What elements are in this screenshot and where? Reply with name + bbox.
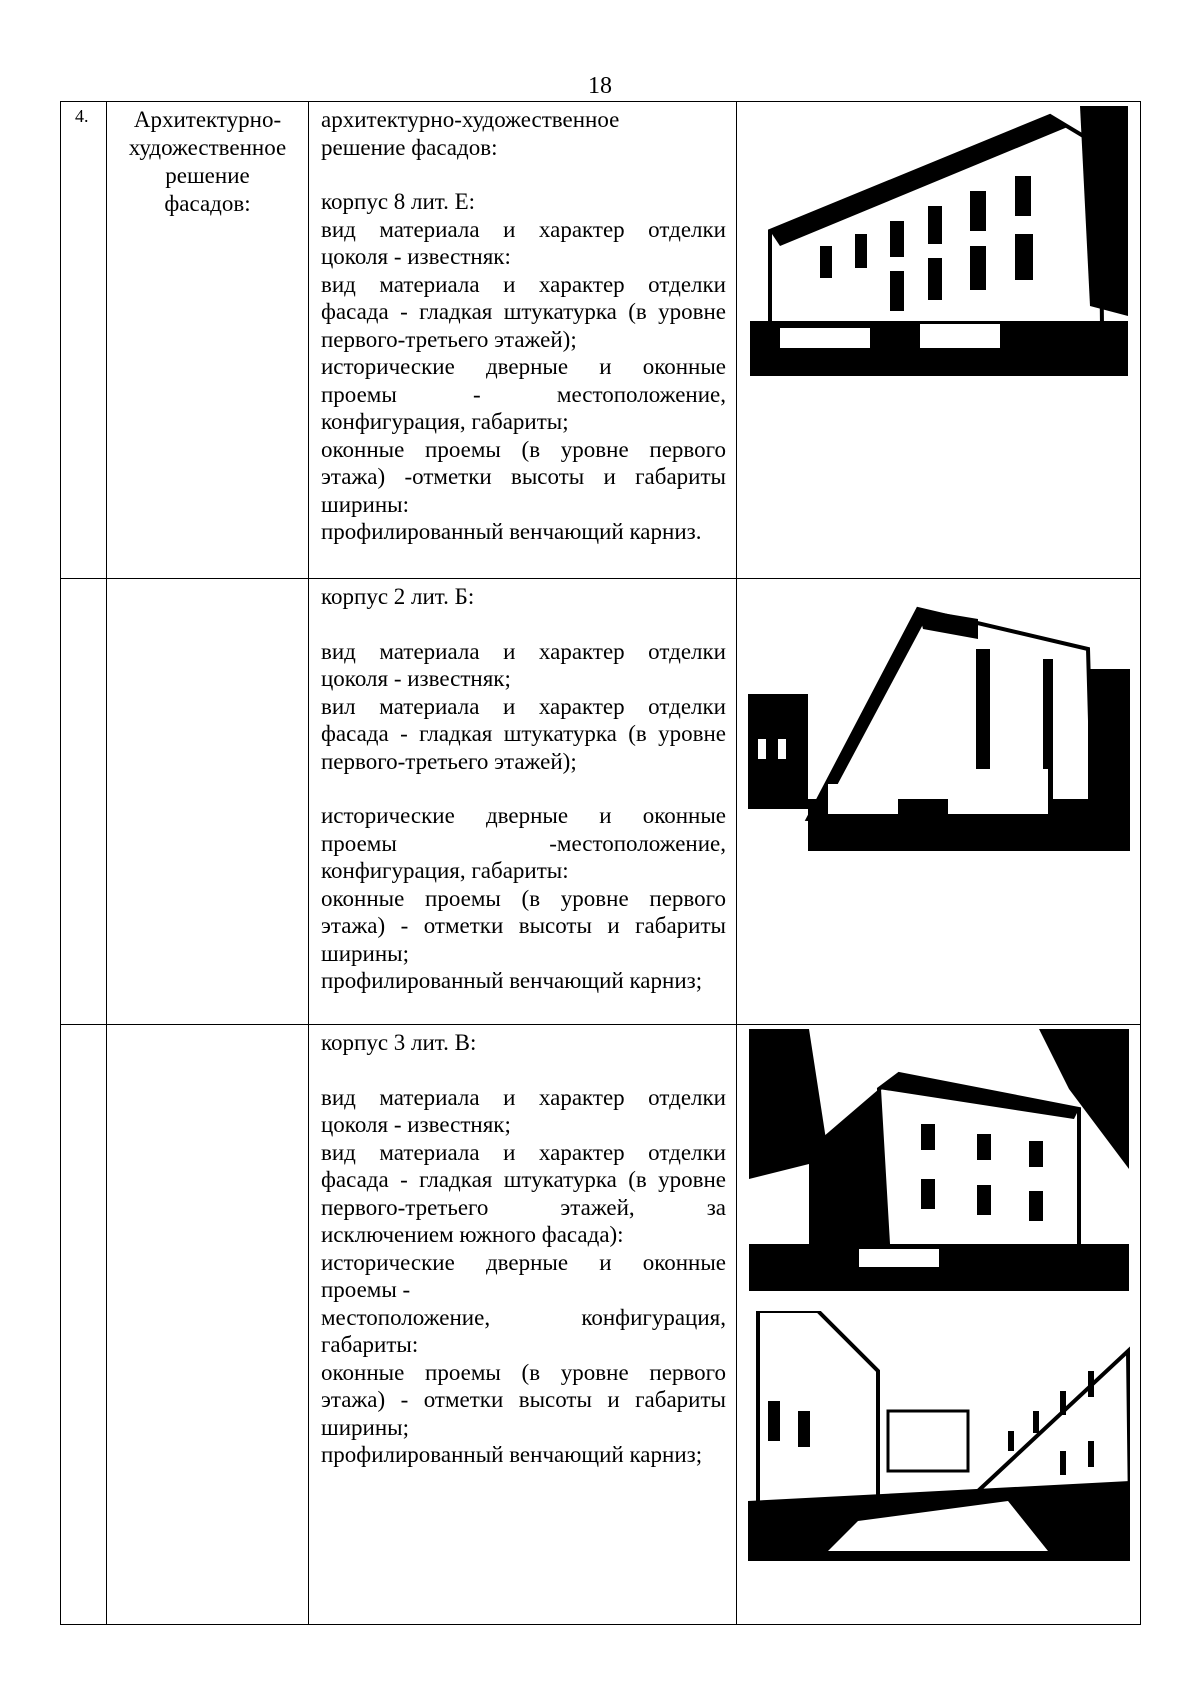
- monument-table: [60, 101, 1141, 1625]
- photo-cell: [737, 579, 1141, 1025]
- building-photo-korpus-2: [748, 589, 1130, 851]
- row-name-cell: [107, 1025, 309, 1625]
- row-name-cell: [107, 579, 309, 1025]
- section-heading: корпус 2 лит. Б:: [321, 584, 475, 609]
- row-number-cell: [61, 1025, 107, 1625]
- description-korpus-8: архитектурно-художественное решение фасадов: корпус 8 лит. Е: вид материала и характер отделки цоколя - известняк: вид материала и характер отделки фасада - гладкая штукатурка (в уровне первого-третьего этажей); исторические дверные и оконные проемы - местоположение, конфигурация, габариты; оконные проемы (в уровне первого этажа) -отметки высоты и габариты ширины: профилированный венчающий карниз.: [321, 107, 726, 544]
- table-row: [61, 579, 1141, 1025]
- row-number-cell: [61, 102, 107, 579]
- building-photo-korpus-3-a: [749, 1029, 1129, 1291]
- description-korpus-3: корпус 3 лит. В: вид материала и характер отделки цоколя - известняк; вид материала и характер отделки фасада - гладкая штукатурка (в уровне первого-третьего этажей, за исключением южного фасада): исторические дверные и оконные проемы - местоположение, конфигурация, габариты: оконные проемы (в уровне первого этажа) - отметки высоты и габариты ширины; профилированный венчающий карниз;: [321, 1030, 726, 1467]
- row-name: Архитектурно- художественное решение фасадов:: [128, 107, 287, 216]
- description-cell: [309, 579, 737, 1025]
- table-row: [61, 1025, 1141, 1625]
- table-row: [61, 102, 1141, 579]
- section-heading: корпус 3 лит. В:: [321, 1030, 477, 1055]
- description-cell: [309, 1025, 737, 1625]
- row-number: 4.: [75, 106, 89, 126]
- building-photo-icon: [748, 1311, 1130, 1561]
- description-cell: [309, 102, 737, 579]
- building-photo-icon: [750, 106, 1128, 376]
- building-photo-icon: [749, 1029, 1129, 1291]
- building-photo-korpus-3-b: [748, 1311, 1130, 1561]
- photo-cell: [737, 102, 1141, 579]
- page-number: 18: [588, 73, 612, 99]
- building-photo-icon: [748, 589, 1130, 851]
- row-number-cell: [61, 579, 107, 1025]
- building-photo-korpus-8: [750, 106, 1128, 376]
- section-heading: корпус 8 лит. Е:: [321, 189, 476, 214]
- photo-cell: [737, 1025, 1141, 1625]
- row-name-cell: [107, 102, 309, 579]
- description-korpus-2: корпус 2 лит. Б: вид материала и характер отделки цоколя - известняк; вил материала и характер отделки фасада - гладкая штукатурка (в уровне первого-третьего этажей); исторические дверные и оконные проемы -местоположение, конфигурация, габариты: оконные проемы (в уровне первого этажа) - отметки высоты и габариты ширины; профилированный венчающий карниз;: [321, 584, 726, 993]
